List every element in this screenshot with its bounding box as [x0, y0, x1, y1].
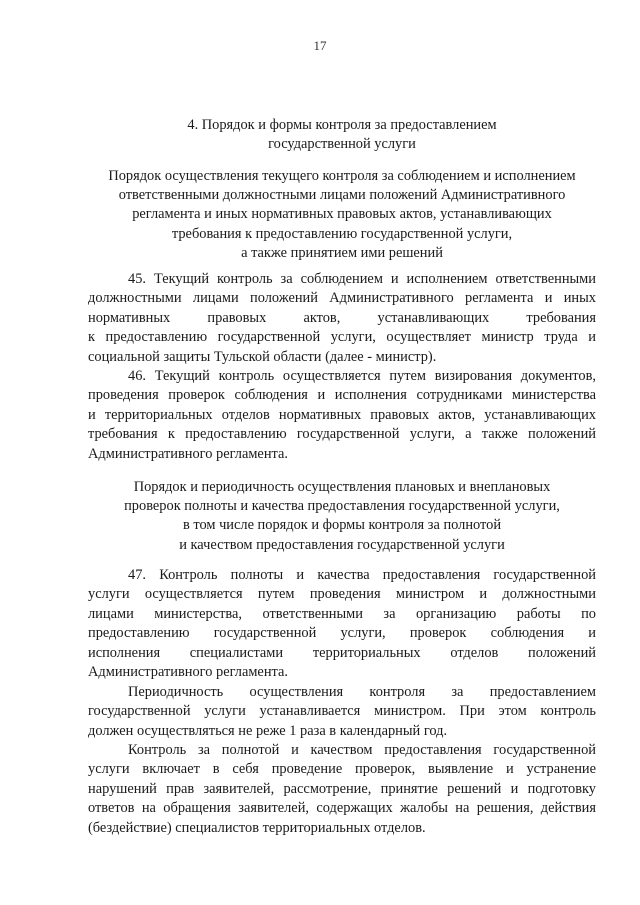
- paragraph-line: требования к предоставлению государственной услуги, а также положений: [88, 426, 596, 443]
- paragraph-line: Административного регламента.: [88, 445, 288, 462]
- subsection-title-line: проверок полноты и качества предоставления государственной услуги,: [124, 498, 560, 515]
- paragraph-line: 46. Текущий контроль осуществляется путем визирования документов,: [128, 368, 596, 384]
- subsection-title-line: а также принятием ими решений: [241, 244, 443, 261]
- paragraph-line: Контроль за полнотой и качеством предоставления государственной: [128, 742, 596, 758]
- paragraph-line: Административного регламента.: [88, 664, 288, 681]
- paragraph-line: социальной защиты Тульской области (далее - министр).: [88, 348, 437, 365]
- paragraph-line: 45. Текущий контроль за соблюдением и исполнением ответственными: [128, 271, 596, 287]
- subsection-title-line: требования к предоставлению государственной услуги,: [171, 225, 513, 242]
- subsection-title-line: Порядок и периодичность осуществления плановых и внеплановых: [133, 479, 551, 495]
- subsection-title: [78, 478, 606, 555]
- paragraph-control: [88, 741, 596, 838]
- subsection-title: [78, 167, 606, 263]
- paragraph-line: лицами министерства, ответственными за организацию работы по: [88, 605, 596, 622]
- subsection-title-line: регламента и иных нормативных правовых актов, устанавливающих: [132, 206, 552, 223]
- paragraph-line: нормативных правовых актов, устанавливающих требования: [88, 309, 596, 326]
- paragraph-line: государственной услуги устанавливается министром. При этом контроль: [88, 703, 596, 720]
- paragraph-47: [88, 566, 596, 682]
- paragraph-line: проведения проверок соблюдения и исполнения сотрудниками министерства: [88, 387, 596, 404]
- paragraph-line: предоставлению государственной услуги, проверок соблюдения и: [88, 625, 596, 642]
- paragraph-line: должен осуществляться не реже 1 раза в календарный год.: [88, 722, 448, 739]
- paragraph-line: нарушений прав заявителей, рассмотрение, принятие решений и подготовку: [88, 780, 596, 797]
- paragraph-45: [88, 270, 596, 367]
- paragraph-line: 47. Контроль полноты и качества предоставления государственной: [128, 567, 596, 583]
- paragraph-periodicity: [88, 683, 596, 741]
- section-title-line: государственной услуги: [268, 136, 416, 153]
- page-number: 17: [313, 38, 327, 53]
- subsection-title-line: в том числе порядок и формы контроля за полнотой: [182, 517, 502, 534]
- paragraph-line: и территориальных отделов нормативных правовых актов, устанавливающих: [88, 406, 596, 423]
- paragraph-line: Периодичность осуществления контроля за предоставлением: [128, 684, 596, 700]
- paragraph-line: исполнения специалистами территориальных отделов положений: [88, 644, 596, 661]
- subsection-title-line: Порядок осуществления текущего контроля за соблюдением и исполнением: [108, 168, 576, 184]
- section-title: [88, 116, 596, 154]
- paragraph-46: [88, 367, 596, 464]
- paragraph-line: ответов на обращения заявителей, содержащих жалобы на решения, действия: [88, 800, 596, 817]
- paragraph-line: (бездействие) специалистов территориальных отделов.: [88, 819, 426, 836]
- section-title-line: 4. Порядок и формы контроля за предоставлением: [187, 117, 497, 133]
- paragraph-line: услуги включает в себя проведение проверок, выявление и устранение: [88, 761, 596, 778]
- paragraph-line: услуги осуществляется путем проведения министром и должностными: [88, 586, 596, 603]
- paragraph-line: должностными лицами положений Административного регламента и иных: [88, 290, 596, 307]
- subsection-title-line: ответственными должностными лицами положений Административного: [118, 187, 566, 204]
- paragraph-line: к предоставлению государственной услуги, осуществляет министр труда и: [88, 329, 596, 346]
- subsection-title-line: и качеством предоставления государственной услуги: [179, 536, 505, 553]
